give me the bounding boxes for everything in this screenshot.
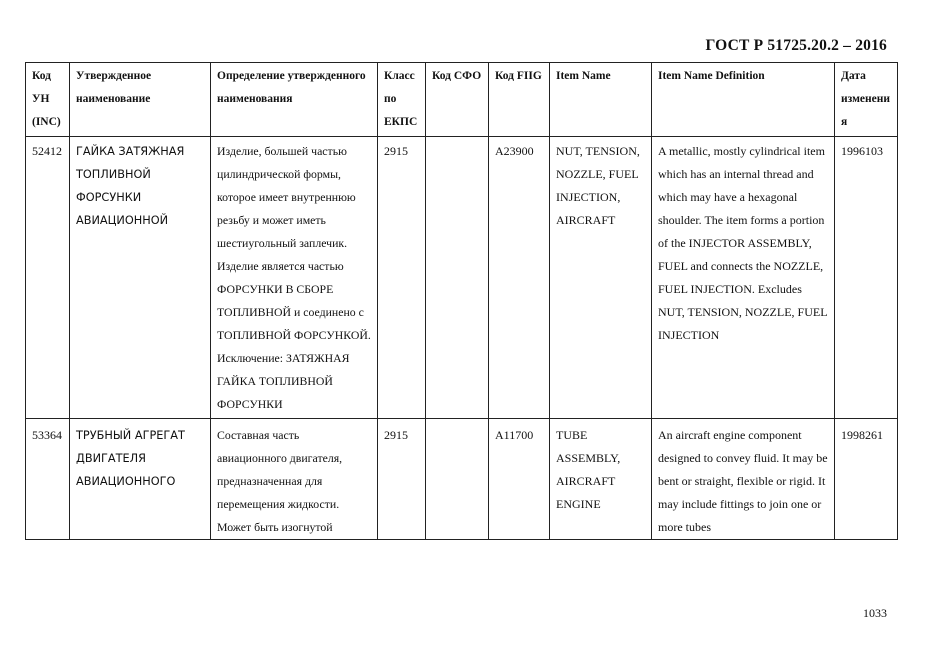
cell-item-name: TUBE ASSEMBLY, AIRCRAFT ENGINE bbox=[550, 419, 652, 540]
page-number: 1033 bbox=[863, 606, 887, 620]
cell-fiig: A11700 bbox=[489, 419, 550, 540]
catalog-table bbox=[25, 62, 898, 540]
cell-class: 2915 bbox=[378, 419, 426, 540]
column-header: Определение утвержденного наименования bbox=[211, 63, 378, 137]
column-header: Item Name Definition bbox=[652, 63, 835, 137]
cell-date: 1996103 bbox=[835, 137, 898, 419]
cell-class: 2915 bbox=[378, 137, 426, 419]
cell-fiig: A23900 bbox=[489, 137, 550, 419]
cell-item-definition: A metallic, mostly cylindrical item which has an internal thread and which may have a hexagonal shoulder. The item forms a portion of the INJECTOR ASSEMBLY, FUEL and connects the NOZZLE, FUEL INJECTION. Excludes NUT, TENSION, NOZZLE, FUEL INJECTION bbox=[652, 137, 835, 419]
column-header: Утвержденное наименование bbox=[70, 63, 211, 137]
column-header: Класс по ЕКПС bbox=[378, 63, 426, 137]
cell-code: 53364 bbox=[26, 419, 70, 540]
cell-name: ТРУБНЫЙ АГРЕГАТ ДВИГАТЕЛЯ АВИАЦИОННОГО bbox=[70, 419, 211, 540]
table-row bbox=[26, 137, 898, 419]
column-header: Код УН (INC) bbox=[26, 63, 70, 137]
column-header: Item Name bbox=[550, 63, 652, 137]
cell-definition: Составная часть авиационного двигателя, предназначенная для перемещения жидкости. Может быть изогнутой bbox=[211, 419, 378, 540]
cell-name: ГАЙКА ЗАТЯЖНАЯ ТОПЛИВНОЙ ФОРСУНКИ АВИАЦИОННОЙ bbox=[70, 137, 211, 419]
document-header: ГОСТ Р 51725.20.2 – 2016 bbox=[705, 37, 887, 54]
cell-sfo bbox=[426, 419, 489, 540]
cell-code: 52412 bbox=[26, 137, 70, 419]
cell-item-name: NUT, TENSION, NOZZLE, FUEL INJECTION, AIRCRAFT bbox=[550, 137, 652, 419]
column-header: Дата изменения bbox=[835, 63, 898, 137]
cell-definition: Изделие, большей частью цилиндрической формы, которое имеет внутреннюю резьбу и может иметь шестиугольный заплечик. Изделие является частью ФОРСУНКИ В СБОРЕ ТОПЛИВНОЙ и соединено с ТОПЛИВНОЙ ФОРСУНКОЙ. Исключение: ЗАТЯЖНАЯ ГАЙКА ТОПЛИВНОЙ ФОРСУНКИ bbox=[211, 137, 378, 419]
cell-item-definition: An aircraft engine component designed to convey fluid. It may be bent or straight, flexible or rigid. It may include fittings to join one or more tubes bbox=[652, 419, 835, 540]
cell-sfo bbox=[426, 137, 489, 419]
column-header: Код СФО bbox=[426, 63, 489, 137]
column-header: Код FIIG bbox=[489, 63, 550, 137]
table-row bbox=[26, 419, 898, 540]
table-header-row bbox=[26, 63, 898, 137]
cell-date: 1998261 bbox=[835, 419, 898, 540]
